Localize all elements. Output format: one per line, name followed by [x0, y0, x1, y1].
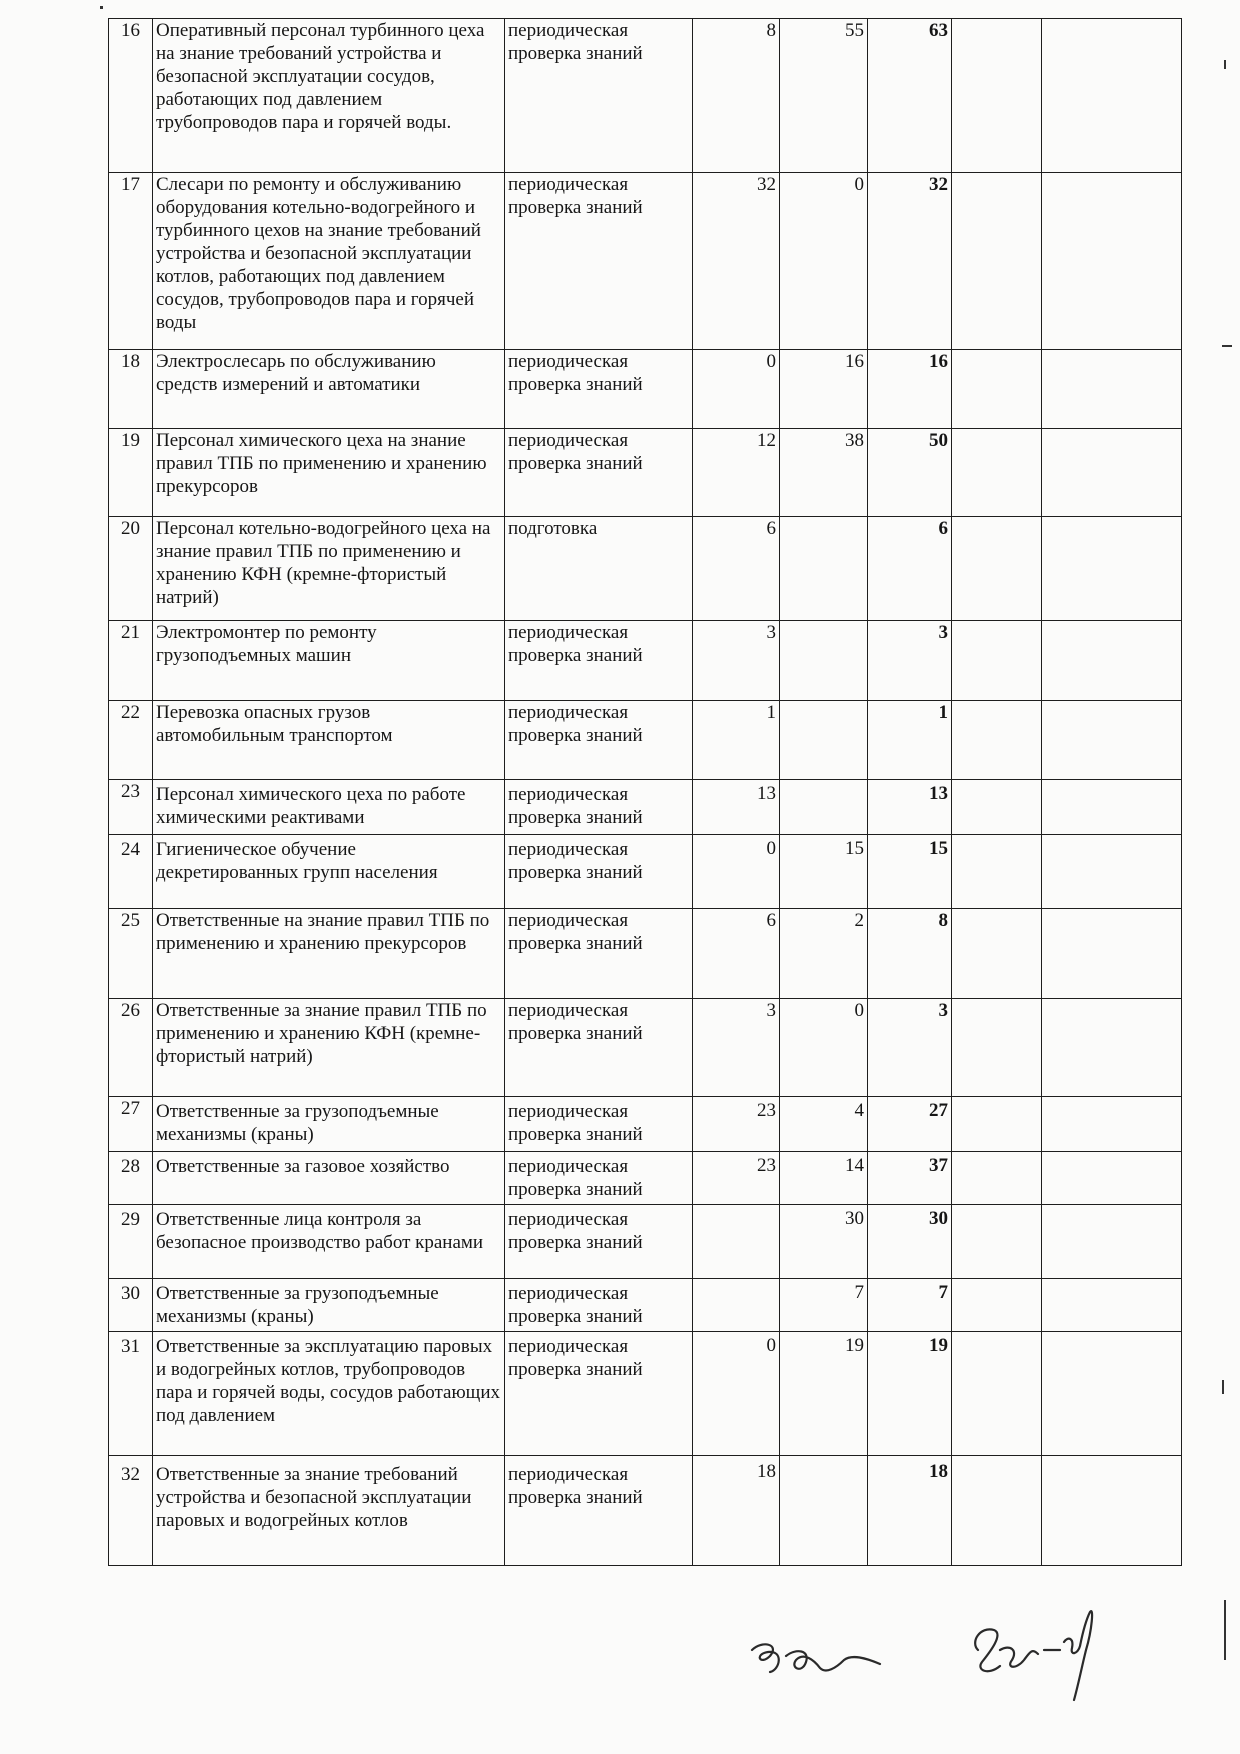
personnel-category: Персонал котельно-водогрейного цеха на знание правил ТПБ по применению и хранению КФН (кремне-фтористый натрий) — [153, 517, 505, 621]
empty-cell — [952, 835, 1042, 909]
personnel-category: Ответственные за эксплуатацию паровых и водогрейных котлов, трубопроводов пара и горячей воды, сосудов работающих под давлением — [153, 1332, 505, 1456]
personnel-category: Персонал химического цеха по работе химическими реактивами — [153, 780, 505, 835]
row-number: 22 — [109, 701, 153, 780]
table-row — [109, 780, 1182, 835]
count-total: 18 — [868, 1456, 952, 1566]
personnel-category: Ответственные за знание правил ТПБ по применению и хранению КФН (кремне-фтористый натрий) — [153, 999, 505, 1097]
scan-speck — [1224, 1600, 1226, 1660]
count-total: 6 — [868, 517, 952, 621]
empty-cell — [1042, 1152, 1182, 1205]
count-total: 30 — [868, 1205, 952, 1279]
count-b: 0 — [780, 173, 868, 350]
training-type: периодическая проверка знаний — [505, 701, 693, 780]
scan-speck — [1222, 1380, 1224, 1394]
table-row — [109, 19, 1182, 173]
table-row — [109, 173, 1182, 350]
signature-1 — [740, 1610, 890, 1700]
training-type: периодическая проверка знаний — [505, 835, 693, 909]
empty-cell — [952, 701, 1042, 780]
row-number: 21 — [109, 621, 153, 701]
row-number: 24 — [109, 835, 153, 909]
row-number: 27 — [109, 1097, 153, 1152]
count-a: 0 — [693, 1332, 780, 1456]
count-a: 23 — [693, 1097, 780, 1152]
count-b: 4 — [780, 1097, 868, 1152]
count-b — [780, 621, 868, 701]
personnel-category: Ответственные за знание требований устройства и безопасной эксплуатации паровых и водогрейных котлов — [153, 1456, 505, 1566]
empty-cell — [952, 909, 1042, 999]
training-type: периодическая проверка знаний — [505, 1097, 693, 1152]
empty-cell — [952, 173, 1042, 350]
row-number: 26 — [109, 999, 153, 1097]
count-total: 37 — [868, 1152, 952, 1205]
empty-cell — [1042, 701, 1182, 780]
count-b: 19 — [780, 1332, 868, 1456]
empty-cell — [1042, 19, 1182, 173]
training-type: периодическая проверка знаний — [505, 909, 693, 999]
row-number: 28 — [109, 1152, 153, 1205]
count-total: 32 — [868, 173, 952, 350]
empty-cell — [1042, 1097, 1182, 1152]
row-number: 30 — [109, 1279, 153, 1332]
empty-cell — [1042, 1332, 1182, 1456]
personnel-category: Ответственные за газовое хозяйство — [153, 1152, 505, 1205]
empty-cell — [1042, 999, 1182, 1097]
table-row — [109, 621, 1182, 701]
row-number: 16 — [109, 19, 153, 173]
row-number: 18 — [109, 350, 153, 429]
scan-speck — [1222, 345, 1232, 347]
count-total: 27 — [868, 1097, 952, 1152]
row-number: 25 — [109, 909, 153, 999]
training-table — [108, 18, 1182, 1566]
count-total: 7 — [868, 1279, 952, 1332]
count-a — [693, 1205, 780, 1279]
training-type: периодическая проверка знаний — [505, 19, 693, 173]
training-type: периодическая проверка знаний — [505, 999, 693, 1097]
empty-cell — [1042, 1456, 1182, 1566]
table-row — [109, 1332, 1182, 1456]
row-number: 31 — [109, 1332, 153, 1456]
scan-speck — [1224, 60, 1226, 69]
count-a: 12 — [693, 429, 780, 517]
empty-cell — [952, 517, 1042, 621]
personnel-category: Оперативный персонал турбинного цеха на знание требований устройства и безопасной эксплуатации сосудов, работающих под давлением трубопроводов пара и горячей воды. — [153, 19, 505, 173]
personnel-category: Персонал химического цеха на знание правил ТПБ по применению и хранению прекурсоров — [153, 429, 505, 517]
count-total: 50 — [868, 429, 952, 517]
table-row — [109, 1152, 1182, 1205]
count-a: 8 — [693, 19, 780, 173]
count-total: 3 — [868, 621, 952, 701]
count-b: 16 — [780, 350, 868, 429]
training-type: периодическая проверка знаний — [505, 1456, 693, 1566]
count-a — [693, 1279, 780, 1332]
empty-cell — [952, 999, 1042, 1097]
training-type: периодическая проверка знаний — [505, 780, 693, 835]
count-b — [780, 780, 868, 835]
count-a: 0 — [693, 350, 780, 429]
training-type: периодическая проверка знаний — [505, 1279, 693, 1332]
row-number: 32 — [109, 1456, 153, 1566]
personnel-category: Ответственные на знание правил ТПБ по применению и хранению прекурсоров — [153, 909, 505, 999]
empty-cell — [1042, 350, 1182, 429]
count-a: 3 — [693, 621, 780, 701]
training-type: периодическая проверка знаний — [505, 429, 693, 517]
count-a: 13 — [693, 780, 780, 835]
count-total: 3 — [868, 999, 952, 1097]
empty-cell — [952, 780, 1042, 835]
empty-cell — [952, 621, 1042, 701]
row-number: 29 — [109, 1205, 153, 1279]
empty-cell — [1042, 780, 1182, 835]
training-type: периодическая проверка знаний — [505, 1152, 693, 1205]
personnel-category: Электромонтер по ремонту грузоподъемных машин — [153, 621, 505, 701]
signature-2 — [960, 1590, 1110, 1710]
training-type: подготовка — [505, 517, 693, 621]
training-type: периодическая проверка знаний — [505, 1205, 693, 1279]
count-a: 23 — [693, 1152, 780, 1205]
count-a: 0 — [693, 835, 780, 909]
count-a: 6 — [693, 909, 780, 999]
count-b: 7 — [780, 1279, 868, 1332]
empty-cell — [952, 19, 1042, 173]
empty-cell — [1042, 621, 1182, 701]
empty-cell — [1042, 909, 1182, 999]
count-total: 15 — [868, 835, 952, 909]
training-type: периодическая проверка знаний — [505, 173, 693, 350]
training-type: периодическая проверка знаний — [505, 350, 693, 429]
table-row — [109, 429, 1182, 517]
empty-cell — [952, 1332, 1042, 1456]
count-b — [780, 1456, 868, 1566]
personnel-category: Гигиеническое обучение декретированных групп населения — [153, 835, 505, 909]
row-number: 20 — [109, 517, 153, 621]
empty-cell — [952, 1279, 1042, 1332]
count-b: 2 — [780, 909, 868, 999]
count-b: 14 — [780, 1152, 868, 1205]
row-number: 19 — [109, 429, 153, 517]
row-number: 23 — [109, 780, 153, 835]
count-b: 0 — [780, 999, 868, 1097]
table-row — [109, 835, 1182, 909]
row-number: 17 — [109, 173, 153, 350]
empty-cell — [952, 1097, 1042, 1152]
table-row — [109, 1097, 1182, 1152]
empty-cell — [1042, 173, 1182, 350]
empty-cell — [952, 1456, 1042, 1566]
count-total: 13 — [868, 780, 952, 835]
personnel-category: Ответственные за грузоподъемные механизмы (краны) — [153, 1097, 505, 1152]
count-a: 32 — [693, 173, 780, 350]
table-row — [109, 1456, 1182, 1566]
count-total: 8 — [868, 909, 952, 999]
empty-cell — [1042, 517, 1182, 621]
personnel-category: Слесари по ремонту и обслуживанию оборудования котельно-водогрейного и турбинного цехов на знание требований устройства и безопасной эксплуатации котлов, работающих под давлением сосудов, трубопроводов пара и горячей воды — [153, 173, 505, 350]
count-a: 3 — [693, 999, 780, 1097]
empty-cell — [952, 1205, 1042, 1279]
count-a: 1 — [693, 701, 780, 780]
table-row — [109, 1279, 1182, 1332]
count-b: 38 — [780, 429, 868, 517]
empty-cell — [952, 429, 1042, 517]
empty-cell — [952, 350, 1042, 429]
empty-cell — [1042, 835, 1182, 909]
count-b: 55 — [780, 19, 868, 173]
table-row — [109, 1205, 1182, 1279]
count-a: 18 — [693, 1456, 780, 1566]
empty-cell — [1042, 429, 1182, 517]
personnel-category: Перевозка опасных грузов автомобильным транспортом — [153, 701, 505, 780]
count-total: 16 — [868, 350, 952, 429]
count-b: 30 — [780, 1205, 868, 1279]
empty-cell — [952, 1152, 1042, 1205]
empty-cell — [1042, 1279, 1182, 1332]
personnel-category: Ответственные лица контроля за безопасное производство работ кранами — [153, 1205, 505, 1279]
personnel-category: Электрослесарь по обслуживанию средств измерений и автоматики — [153, 350, 505, 429]
table-row — [109, 909, 1182, 999]
table-row — [109, 517, 1182, 621]
count-b — [780, 701, 868, 780]
empty-cell — [1042, 1205, 1182, 1279]
table-row — [109, 350, 1182, 429]
count-a: 6 — [693, 517, 780, 621]
count-total: 19 — [868, 1332, 952, 1456]
training-type: периодическая проверка знаний — [505, 1332, 693, 1456]
count-total: 1 — [868, 701, 952, 780]
count-total: 63 — [868, 19, 952, 173]
training-type: периодическая проверка знаний — [505, 621, 693, 701]
count-b: 15 — [780, 835, 868, 909]
table-row — [109, 999, 1182, 1097]
table-row — [109, 701, 1182, 780]
personnel-category: Ответственные за грузоподъемные механизмы (краны) — [153, 1279, 505, 1332]
scan-speck — [100, 6, 103, 9]
count-b — [780, 517, 868, 621]
